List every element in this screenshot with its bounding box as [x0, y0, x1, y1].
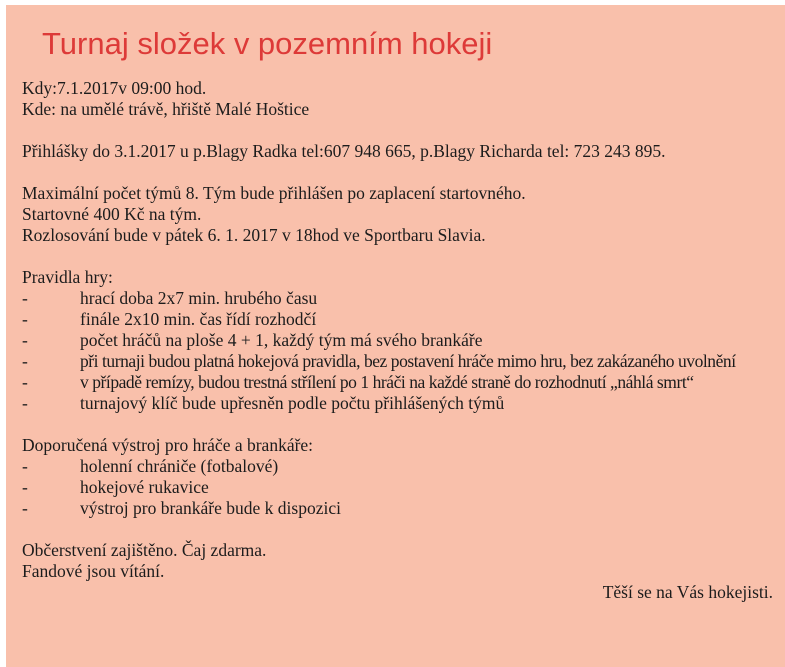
- bullet-dash: -: [22, 393, 28, 413]
- rule-item-text: hrací doba 2x7 min. hrubého času: [80, 288, 318, 308]
- spacer: [22, 519, 775, 540]
- bullet-dash: -: [22, 351, 28, 371]
- spacer: [22, 414, 775, 435]
- page-title: Turnaj složek v pozemním hokeji: [42, 26, 493, 61]
- bullet-dash: -: [22, 456, 28, 476]
- entry-fee-line: Startovné 400 Kč na tým.: [22, 204, 202, 224]
- equipment-item: [22, 477, 775, 498]
- rule-item-text: počet hráčů na ploše 4 + 1, každý tým má svého brankáře: [80, 330, 483, 350]
- refreshments-line: Občerstvení zajištěno. Čaj zdarma.: [22, 540, 267, 560]
- equipment-item-text: hokejové rukavice: [80, 477, 209, 497]
- spacer: [22, 246, 775, 267]
- flyer-body: [22, 78, 775, 603]
- bullet-dash: -: [22, 288, 28, 308]
- bullet-dash: -: [22, 309, 28, 329]
- max-teams-line: Maximální počet týmů 8. Tým bude přihlášen po zaplacení startovného.: [22, 183, 526, 203]
- registration-line: Přihlášky do 3.1.2017 u p.Blagy Radka tel:607 948 665, p.Blagy Richarda tel: 723 243 895.: [22, 141, 666, 161]
- fans-line: Fandové jsou vítání.: [22, 561, 165, 581]
- spacer: [22, 162, 775, 183]
- draw-line: Rozlosování bude v pátek 6. 1. 2017 v 18hod ve Sportbaru Slavia.: [22, 225, 486, 245]
- event-date-line: Kdy:7.1.2017v 09:00 hod.: [22, 78, 207, 98]
- rule-item: [22, 330, 775, 351]
- rule-item-text: finále 2x10 min. čas řídí rozhodčí: [80, 309, 317, 329]
- equipment-item-text: holenní chrániče (fotbalové): [80, 456, 279, 476]
- rule-item: [22, 288, 775, 309]
- equipment-heading: Doporučená výstroj pro hráče a brankáře:: [22, 435, 314, 455]
- bullet-dash: -: [22, 372, 28, 392]
- rule-item-text: při turnaji budou platná hokejová pravidla, bez postavení hráče mimo hru, bez zakázaného uvolnění: [80, 351, 736, 371]
- rule-item: [22, 309, 775, 330]
- equipment-item: [22, 456, 775, 477]
- bullet-dash: -: [22, 330, 28, 350]
- rule-item: [22, 372, 775, 393]
- rule-item: [22, 351, 775, 372]
- event-location-line: Kde: na umělé trávě, hřiště Malé Hoštice: [22, 99, 310, 119]
- equipment-item: [22, 498, 775, 519]
- bullet-dash: -: [22, 477, 28, 497]
- rule-item-text: v případě remízy, budou trestná střílení po 1 hráči na každé straně do rozhodnutí „náhlá smrt“: [80, 372, 694, 392]
- bullet-dash: -: [22, 498, 28, 518]
- rules-heading: Pravidla hry:: [22, 267, 113, 287]
- spacer: [22, 120, 775, 141]
- equipment-item-text: výstroj pro brankáře bude k dispozici: [80, 498, 341, 518]
- rule-item-text: turnajový klíč bude upřesněn podle počtu přihlášených týmů: [80, 393, 505, 413]
- rule-item: [22, 393, 775, 414]
- signoff-line: Těší se na Vás hokejisti.: [602, 582, 773, 602]
- flyer-background: [6, 5, 785, 667]
